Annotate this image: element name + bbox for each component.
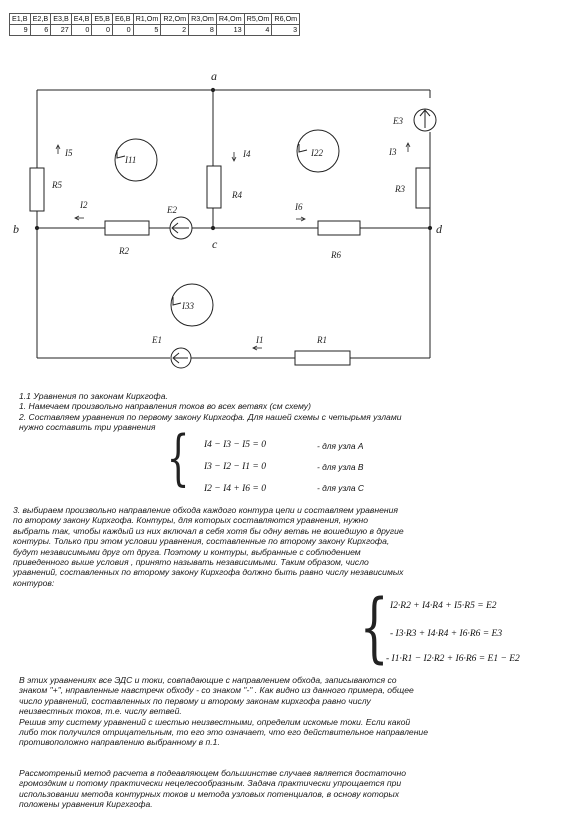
text-line: по второму закону Кирхгофа. Контуры, для которых составляются уравнения, нужно bbox=[13, 515, 369, 526]
value-cell: 0 bbox=[71, 25, 92, 36]
source-e3-symbol bbox=[414, 109, 436, 131]
arrow-i2 bbox=[75, 216, 84, 220]
parameters-table bbox=[9, 13, 300, 36]
kcl-note-c: - для узла C bbox=[317, 483, 364, 493]
header-cell: E1,B bbox=[10, 14, 31, 25]
resistor-r5 bbox=[30, 168, 44, 211]
label-e2: E2 bbox=[167, 205, 177, 215]
header-cell: E6,B bbox=[112, 14, 133, 25]
kcl-brace: { bbox=[166, 423, 190, 493]
value-cell: 9 bbox=[10, 25, 31, 36]
text-line: уравнений, составленных по второму закону Кирхгофа должно быть равно числу независимых bbox=[13, 567, 404, 578]
kvl-eq-loop-2: - I3·R3 + I4·R4 + I6·R6 = E3 bbox=[390, 629, 503, 639]
label-i4: I4 bbox=[243, 149, 251, 159]
node-d-dot bbox=[428, 226, 431, 229]
label-r1: R1 bbox=[317, 335, 327, 345]
label-e3: E3 bbox=[393, 116, 403, 126]
text-line: 1. Намечаем произвольно направления токов во всех ветвях (см схему) bbox=[19, 401, 311, 412]
arrow-i6 bbox=[296, 217, 305, 221]
circuit-diagram bbox=[0, 58, 572, 378]
text-line: 3. выбираем произвольно направление обхода каждого контура цепи и составляем уравнения bbox=[13, 505, 399, 515]
arrow-i1 bbox=[253, 346, 262, 350]
kcl-eq-node-b: I3 − I2 − I1 = 0 bbox=[204, 462, 266, 472]
label-i2: I2 bbox=[80, 200, 88, 210]
header-cell: R3,Om bbox=[189, 14, 217, 25]
node-c-dot bbox=[211, 226, 214, 229]
value-cell: 8 bbox=[189, 25, 217, 36]
value-cell: 2 bbox=[161, 25, 189, 36]
value-cell: 3 bbox=[272, 25, 300, 36]
arrow-i5 bbox=[56, 145, 60, 154]
header-cell: E4,B bbox=[71, 14, 92, 25]
source-e1-symbol bbox=[171, 348, 191, 368]
text-line: контуров: bbox=[13, 577, 55, 588]
resistor-r1 bbox=[295, 351, 350, 365]
text-line: противоположно направлению выбранному в п.1. bbox=[19, 737, 220, 748]
resistor-r6 bbox=[318, 221, 360, 235]
label-i1: I1 bbox=[256, 335, 264, 345]
kcl-note-a: - для узла A bbox=[317, 441, 364, 451]
label-i5: I5 bbox=[65, 148, 73, 158]
text-line: использовании метода контурных токов и метода узловых потенциалов, в основу которых bbox=[19, 788, 400, 799]
resistor-r3 bbox=[416, 168, 430, 208]
label-r6: R6 bbox=[331, 250, 341, 260]
label-r2: R2 bbox=[119, 246, 129, 256]
text-line: В этих уравнениях все ЭДС и токи, совпадающие с направлением обхода, записываются со bbox=[19, 675, 397, 685]
text-line: громоздким и потому практически нецелесообразным. Задача практически упрощается при bbox=[19, 778, 402, 789]
node-b-dot bbox=[35, 226, 38, 229]
kvl-brace: { bbox=[359, 582, 389, 671]
label-i22: I22 bbox=[311, 148, 323, 158]
header-cell: R1,Om bbox=[133, 14, 161, 25]
header-cell: R2,Om bbox=[161, 14, 189, 25]
text-line: приведенного выше условия , принято называть независимыми. Таким образом, число bbox=[13, 557, 369, 568]
header-cell: E3,B bbox=[51, 14, 72, 25]
label-r4: R4 bbox=[232, 190, 242, 200]
node-c-label: c bbox=[212, 237, 218, 251]
kvl-eq-loop-1: I2·R2 + I4·R4 + I5·R5 = E2 bbox=[390, 601, 497, 611]
text-line: контуры. Только при этом условии уравнения, составленные по второму закону Кирхгофа, bbox=[13, 536, 390, 547]
text-line: положены уравнения Киргхгофа. bbox=[19, 799, 153, 810]
header-cell: E5,B bbox=[92, 14, 113, 25]
node-b-label: b bbox=[13, 222, 19, 236]
kcl-note-b: - для узла B bbox=[317, 462, 364, 472]
text-line: 2. Составляем уравнения по первому закону Кирхгофа. Для нашей схемы с четырьмя узлами bbox=[19, 411, 402, 422]
header-cell: E2,B bbox=[30, 14, 51, 25]
text-line: неизвестных токов, т.е. числу ветвей. bbox=[19, 706, 182, 717]
node-d-label: d bbox=[436, 222, 442, 236]
text-line: будут независимыми друг от друга. Поэтому и контуры, выбранные с соблюдением bbox=[13, 546, 361, 557]
node-a-dot bbox=[211, 88, 214, 91]
label-i3: I3 bbox=[389, 147, 397, 157]
text-line: либо ток получился отрицательным, то его это означает, что его действительное направление bbox=[19, 727, 428, 738]
section-title: 1.1 Уравнения по законам Кирхгофа. bbox=[19, 391, 168, 401]
section-3-text bbox=[13, 505, 404, 588]
parameters-value-row bbox=[10, 25, 300, 36]
value-cell: 0 bbox=[112, 25, 133, 36]
section-4-text bbox=[19, 675, 428, 748]
parameters-header-row bbox=[10, 14, 300, 25]
label-r3: R3 bbox=[395, 184, 405, 194]
text-line: число уравнений, составленных по первому и второму законам кирхгофа равно числу bbox=[19, 695, 371, 706]
label-i33: I33 bbox=[182, 301, 194, 311]
node-a-label: a bbox=[211, 69, 217, 83]
text-line: выбрать так, чтобы каждый из них включал в себя хотя бы одну ветвь не вошедшую в другие bbox=[13, 525, 404, 536]
value-cell: 6 bbox=[30, 25, 51, 36]
header-cell: R5,Om bbox=[244, 14, 272, 25]
text-line: нужно составить три уравнения bbox=[19, 422, 156, 433]
text-line: Решив эту систему уравнений с шестью неизвестными, определим искомые токи. Если какой bbox=[19, 716, 411, 727]
value-cell: 4 bbox=[244, 25, 272, 36]
section-5-text bbox=[19, 768, 406, 810]
arrow-i3 bbox=[406, 143, 410, 152]
arrow-i4 bbox=[232, 152, 236, 161]
kcl-eq-node-a: I4 − I3 − I5 = 0 bbox=[204, 440, 266, 450]
text-line: знаком "+", нправленные навстречк обходу - со знаком "-" . Как видно из данного примера, общее bbox=[19, 685, 414, 696]
header-cell: R4,Om bbox=[216, 14, 244, 25]
value-cell: 27 bbox=[51, 25, 72, 36]
resistor-r2 bbox=[105, 221, 149, 235]
value-cell: 5 bbox=[133, 25, 161, 36]
resistor-r4 bbox=[207, 166, 221, 208]
label-i11: I11 bbox=[125, 155, 137, 165]
label-r5: R5 bbox=[52, 180, 62, 190]
text-line: Рассмотреный метод расчета в подеавляющем большинстве случаев является достаточно bbox=[19, 768, 406, 778]
label-i6: I6 bbox=[295, 202, 303, 212]
kcl-eq-node-c: I2 − I4 + I6 = 0 bbox=[204, 484, 266, 494]
value-cell: 0 bbox=[92, 25, 113, 36]
value-cell: 13 bbox=[216, 25, 244, 36]
kvl-eq-loop-3: - I1·R1 − I2·R2 + I6·R6 = E1 − E2 bbox=[386, 654, 520, 664]
label-e1: E1 bbox=[152, 335, 162, 345]
header-cell: R6,Om bbox=[272, 14, 300, 25]
section-1-text bbox=[19, 391, 402, 433]
source-e2-symbol bbox=[170, 217, 192, 239]
